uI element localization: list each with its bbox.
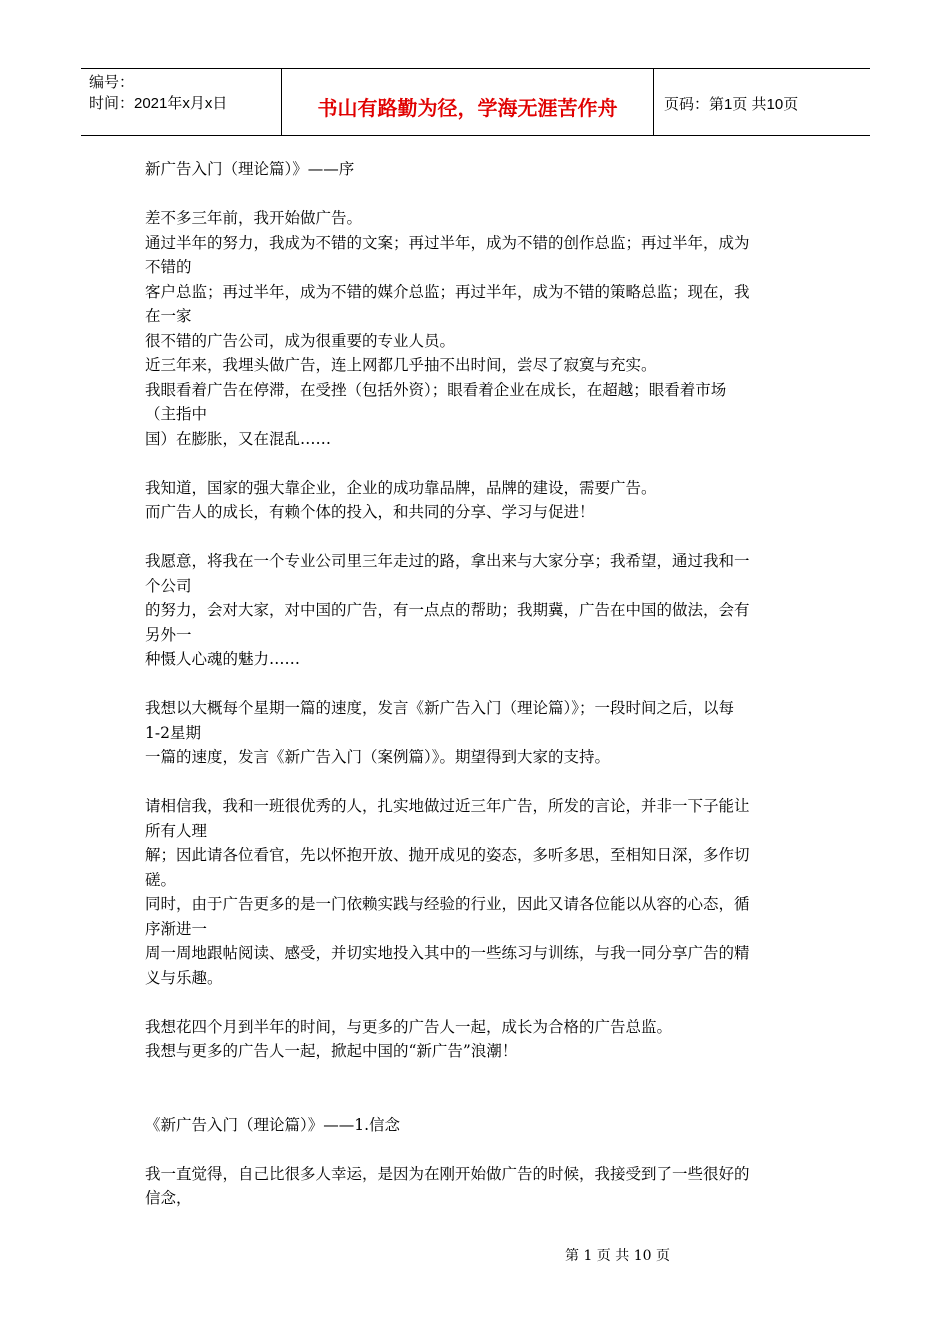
text-line: 种慑人心魂的魅力…… bbox=[145, 650, 301, 668]
document-body bbox=[145, 157, 810, 1211]
text-line: 序渐进一 bbox=[145, 919, 208, 938]
text-line: 解；因此请各位看官，先以怀抱开放、抛开成见的姿态，多听多思，至相知日深，多作切 bbox=[145, 846, 750, 864]
text-line: 的努力，会对大家，对中国的广告，有一点点的帮助；我期冀，广告在中国的做法，会有 bbox=[145, 601, 750, 619]
page-footer: 第 1 页 共 10 页 bbox=[565, 1248, 670, 1264]
text-line: 通过半年的努力，我成为不错的文案；再过半年，成为不错的创作总监；再过半年，成为 bbox=[145, 233, 750, 252]
text-line: 国）在膨胀，又在混乱…… bbox=[145, 429, 332, 448]
text-line: 差不多三年前，我开始做广告。 bbox=[145, 209, 363, 227]
text-line: 另外一 bbox=[145, 625, 192, 644]
document-time-label: 时间：2021年x月x日 bbox=[89, 95, 228, 112]
text-line: 《新广告入门（理论篇）》——1.信念 bbox=[145, 1115, 401, 1134]
document-number-label: 编号： bbox=[89, 74, 135, 91]
text-line: 个公司 bbox=[145, 576, 192, 595]
text-line: 我想与更多的广告人一起，掀起中国的“新广告”浪潮！ bbox=[145, 1042, 518, 1060]
text-line: 我想以大概每个星期一篇的速度，发言《新广告入门（理论篇）》；一段时间之后，以每 bbox=[145, 699, 735, 717]
text-line: 请相信我，我和一班很优秀的人，扎实地做过近三年广告，所发的言论，并非一下子能让 bbox=[145, 797, 750, 815]
blank-line bbox=[145, 525, 810, 550]
blank-line bbox=[145, 770, 810, 795]
blank-line bbox=[145, 1088, 810, 1113]
text-line: 客户总监；再过半年，成为不错的媒介总监；再过半年，成为不错的策略总监；现在，我 bbox=[145, 282, 750, 301]
header-page-number: 页码：第1页 共10页 bbox=[664, 96, 799, 113]
text-line: 信念， bbox=[145, 1189, 192, 1207]
text-line: 我知道，国家的强大靠企业，企业的成功靠品牌，品牌的建设，需要广告。 bbox=[145, 478, 657, 497]
text-line: 我愿意，将我在一个专业公司里三年走过的路，拿出来与大家分享；我希望，通过我和一 bbox=[145, 552, 750, 570]
text-line: 很不错的广告公司，成为很重要的专业人员。 bbox=[145, 331, 456, 350]
blank-line bbox=[145, 1064, 810, 1089]
header-motto: 书山有路勤为径，学海无涯苦作舟 bbox=[281, 69, 654, 135]
text-line: 义与乐趣。 bbox=[145, 968, 223, 987]
blank-line bbox=[145, 672, 810, 697]
text-line: 近三年来，我埋头做广告，连上网都几乎抽不出时间，尝尽了寂寞与充实。 bbox=[145, 356, 657, 374]
text-line: 新广告入门（理论篇）》——序 bbox=[145, 160, 355, 178]
text-line: 同时，由于广告更多的是一门依赖实践与经验的行业，因此又请各位能以从容的心态，循 bbox=[145, 895, 750, 913]
text-line: 不错的 bbox=[145, 258, 192, 276]
text-line: 一篇的速度，发言《新广告入门（案例篇）》。期望得到大家的支持。 bbox=[145, 748, 611, 766]
blank-line bbox=[145, 1137, 810, 1162]
text-line: 所有人理 bbox=[145, 821, 208, 840]
page-header bbox=[81, 68, 870, 136]
text-line: 我想花四个月到半年的时间，与更多的广告人一起，成长为合格的广告总监。 bbox=[145, 1017, 673, 1036]
text-line: 而广告人的成长，有赖个体的投入，和共同的分享、学习与促进！ bbox=[145, 503, 595, 521]
text-line: 磋。 bbox=[145, 870, 177, 889]
text-line: （主指中 bbox=[145, 405, 208, 423]
blank-line bbox=[145, 451, 810, 476]
text-line: 在一家 bbox=[145, 307, 192, 325]
text-line: 我一直觉得，自己比很多人幸运，是因为在刚开始做广告的时候，我接受到了一些很好的 bbox=[145, 1164, 750, 1183]
blank-line bbox=[145, 182, 810, 207]
blank-line bbox=[145, 990, 810, 1015]
text-line: 周一周地跟帖阅读、感受，并切实地投入其中的一些练习与训练，与我一同分享广告的精 bbox=[145, 944, 750, 962]
header-meta bbox=[81, 69, 281, 135]
text-line: 1-2星期 bbox=[145, 723, 201, 742]
text-line: 我眼看着广告在停滞，在受挫（包括外资）；眼看着企业在成长，在超越；眼看着市场 bbox=[145, 380, 727, 399]
